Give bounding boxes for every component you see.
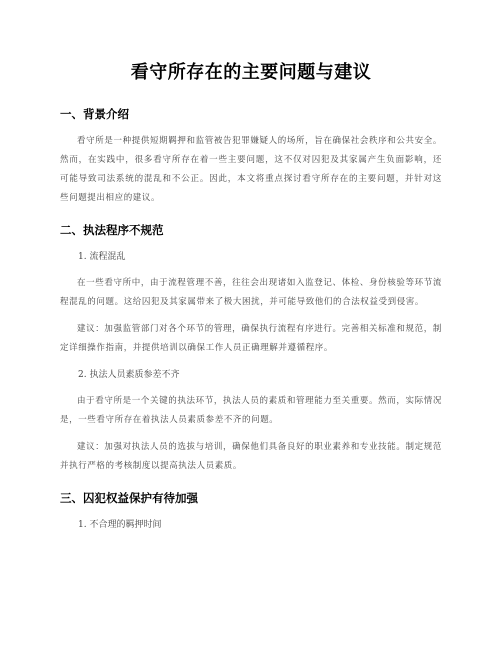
subsection-label: 1. 流程混乱 xyxy=(78,252,126,262)
section-heading: 一、背景介绍 xyxy=(60,107,129,121)
subsection xyxy=(60,248,442,358)
section-heading: 二、执法程序不规范 xyxy=(60,223,164,237)
paragraph: 看守所是一种提供短期羁押和监管被告犯罪嫌疑人的场所，旨在确保社会秩序和公共安全。然而，在实践中，很多看守所存在着一些主要问题，这不仅对囚犯及其家属产生负面影响，还可能导致司法系统的混乱和不公正。因此，本文将重点探讨看守所存在的主要问题，并针对这些问题提出相应的建议。 xyxy=(60,136,442,203)
section-heading: 三、囚犯权益保护有待加强 xyxy=(60,491,198,505)
subsection xyxy=(60,366,442,476)
subsection xyxy=(60,516,442,534)
page-title: 看守所存在的主要问题与建议 xyxy=(130,62,372,83)
section-enforcement xyxy=(60,222,442,476)
section-background xyxy=(60,106,442,208)
paragraph: 由于看守所是一个关键的执法环节，执法人员的素质和管理能力至关重要。然而，实际情况是，一些看守所存在着执法人员素质参差不齐的问题。 xyxy=(60,396,442,425)
paragraph: 建议：加强对执法人员的选拔与培训，确保他们具备良好的职业素养和专业技能。制定规范并执行严格的考核制度以提高执法人员素质。 xyxy=(60,442,442,471)
paragraph: 建议：加强监管部门对各个环节的管理，确保执行流程有序进行。完善相关标准和规范，制定详细操作指南，并提供培训以确保工作人员正确理解并遵循程序。 xyxy=(60,324,442,353)
subsection-label: 2. 执法人员素质参差不齐 xyxy=(78,370,180,380)
section-rights xyxy=(60,490,442,534)
subsection-label: 1. 不合理的羁押时间 xyxy=(78,520,162,530)
paragraph: 在一些看守所中，由于流程管理不善，往往会出现诸如入监登记、体检、身份核验等环节流程混乱的问题。这给囚犯及其家属带来了极大困扰，并可能导致他们的合法权益受到侵害。 xyxy=(60,278,442,307)
